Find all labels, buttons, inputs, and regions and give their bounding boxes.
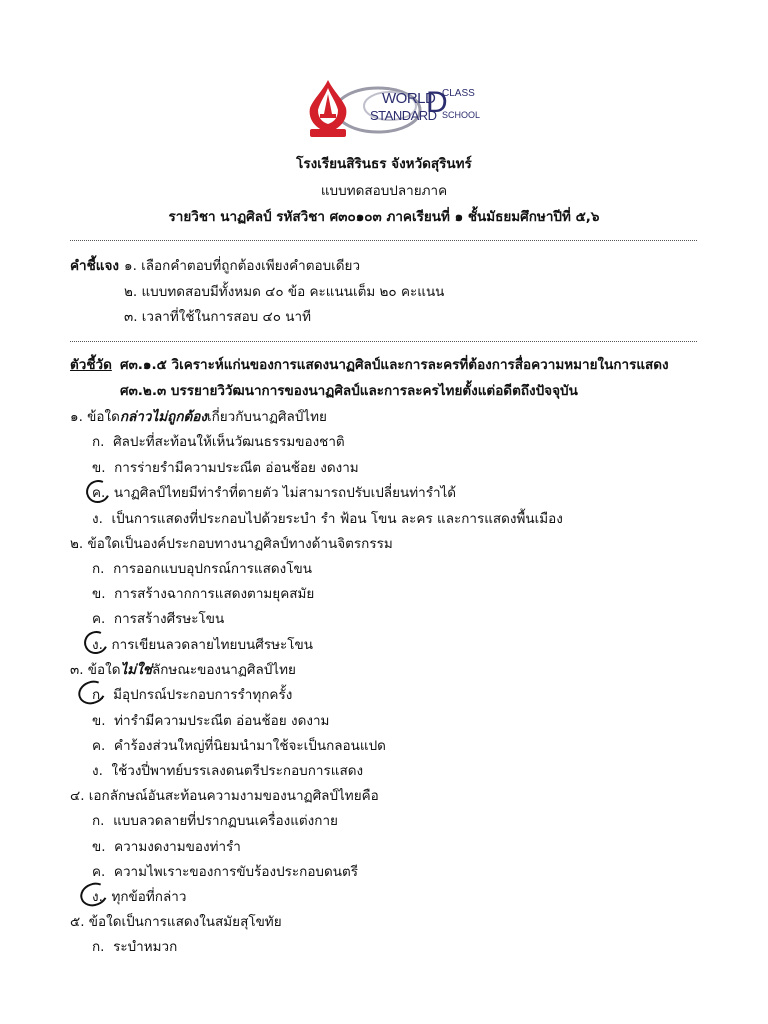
option-text: แบบลวดลายที่ปรากฏบนเครื่องแต่งกาย bbox=[113, 813, 338, 829]
option-letter: ข. bbox=[92, 713, 106, 729]
option-text: ศิลปะที่สะท้อนให้เห็นวัฒนธรรมของชาติ bbox=[113, 434, 345, 450]
school-name: โรงเรียนสิรินธร จังหวัดสุรินทร์ bbox=[296, 156, 472, 172]
logo-text-standard: STANDARD bbox=[370, 108, 437, 123]
logo-text-school: SCHOOL bbox=[442, 110, 481, 120]
indicators-label: ตัวชี้วัด bbox=[70, 357, 112, 373]
divider bbox=[70, 341, 697, 342]
logo-text-class: CLASS bbox=[442, 88, 475, 99]
option-text: ความงดงามของท่ารำ bbox=[114, 839, 241, 855]
school-logo bbox=[300, 74, 481, 144]
indicator-line: ศ๓.๒.๓ บรรยายวิวัฒนาการของนาฏศิลป์และการละครไทยตั้งแต่อดีตถึงปัจจุบัน bbox=[120, 383, 578, 399]
option-letter: ก. bbox=[92, 561, 105, 577]
option-letter: ก. bbox=[92, 434, 105, 450]
option-text: ความไพเราะของการขับร้องประกอบดนตรี bbox=[113, 864, 359, 880]
option[interactable] bbox=[92, 582, 314, 604]
option[interactable] bbox=[92, 809, 338, 831]
option-text: นาฏศิลป์ไทยมีท่ารำที่ตายตัว ไม่สามารถปรับเปลี่ยนท่ารำได้ bbox=[113, 485, 457, 501]
option-letter: ข. bbox=[92, 460, 106, 476]
question-stem bbox=[70, 405, 327, 427]
option[interactable] bbox=[92, 734, 386, 756]
option-letter: ง. bbox=[92, 637, 103, 653]
question-stem bbox=[70, 658, 296, 680]
option[interactable] bbox=[92, 481, 456, 503]
option[interactable] bbox=[92, 860, 358, 882]
option-text: ระบำหมวก bbox=[113, 939, 178, 955]
subject-line: รายวิชา นาฏศิลป์ รหัสวิชา ศ๓๐๑๐๓ ภาคเรียนที่ ๑ ชั้นมัธยมศึกษาปีที่ ๕,๖ bbox=[168, 209, 600, 225]
question-text: ๑. ข้อใด bbox=[70, 409, 120, 425]
option-letter: ข. bbox=[92, 839, 106, 855]
option-letter: ง. bbox=[92, 889, 103, 905]
option-text: ใช้วงปี่พาทย์บรรเลงดนตรีประกอบการแสดง bbox=[111, 763, 364, 779]
question-emphasis: กล่าวไม่ถูกต้อง bbox=[119, 409, 207, 425]
option[interactable] bbox=[92, 633, 313, 655]
logo-letter: D bbox=[426, 86, 448, 119]
option-text: การร่ายรำมีความประณีต อ่อนช้อย งดงาม bbox=[114, 460, 359, 476]
option[interactable] bbox=[92, 557, 312, 579]
instruction-item: ๑. เลือกคำตอบที่ถูกต้องเพียงคำตอบเดียว bbox=[124, 258, 361, 274]
logo-text-world: WORLD bbox=[382, 90, 436, 107]
question-stem: ๔. เอกลักษณ์อันสะท้อนความงามของนาฏศิลป์ไทยคือ bbox=[70, 788, 379, 804]
option-text: มีอุปกรณ์ประกอบการรำทุกครั้ง bbox=[113, 687, 293, 703]
option[interactable] bbox=[92, 430, 345, 452]
option[interactable] bbox=[92, 935, 177, 957]
option-letter: ค. bbox=[92, 738, 106, 754]
question-stem: ๕. ข้อใดเป็นการแสดงในสมัยสุโขทัย bbox=[70, 914, 282, 930]
option[interactable] bbox=[92, 456, 359, 478]
option[interactable] bbox=[92, 835, 241, 857]
question-stem: ๒. ข้อใดเป็นองค์ประกอบทางนาฏศิลป์ทางด้านจิตรกรรม bbox=[70, 536, 393, 552]
option[interactable] bbox=[92, 709, 329, 731]
instruction-item: ๒. แบบทดสอบมีทั้งหมด ๔๐ ข้อ คะแนนเต็ม ๒๐ คะแนน bbox=[124, 284, 445, 300]
option-letter: ง. bbox=[92, 511, 103, 527]
option[interactable] bbox=[92, 507, 563, 529]
option-letter: ค. bbox=[92, 485, 106, 501]
divider bbox=[70, 240, 697, 241]
instruction-item: ๓. เวลาที่ใช้ในการสอบ ๔๐ นาที bbox=[124, 309, 312, 325]
option-text: ท่ารำมีความประณีต อ่อนช้อย งดงาม bbox=[114, 713, 330, 729]
option-text: การเขียนลวดลายไทยบนศีรษะโขน bbox=[111, 637, 313, 653]
option-text: คำร้องส่วนใหญ่ที่นิยมนำมาใช้จะเป็นกลอนแปด bbox=[113, 738, 386, 754]
option-letter: ข. bbox=[92, 586, 106, 602]
option-letter: ก. bbox=[92, 813, 105, 829]
option-letter: ค. bbox=[92, 611, 106, 627]
question-text: ๓. ข้อใด bbox=[70, 662, 121, 678]
question-text: เกี่ยวกับนาฏศิลป์ไทย bbox=[206, 409, 327, 425]
option-letter: ก. bbox=[92, 687, 105, 703]
option-text: เป็นการแสดงที่ประกอบไปด้วยระบำ รำ ฟ้อน โขน ละคร และการแสดงพื้นเมือง bbox=[111, 511, 563, 527]
question-emphasis: ไม่ใช่ bbox=[120, 662, 152, 678]
option-letter: ง. bbox=[92, 763, 103, 779]
option-text: การสร้างศีรษะโขน bbox=[113, 611, 225, 627]
option-letter: ค. bbox=[92, 864, 106, 880]
exam-title: แบบทดสอบปลายภาค bbox=[320, 183, 448, 199]
option-text: การออกแบบอุปกรณ์การแสดงโขน bbox=[113, 561, 312, 577]
option[interactable] bbox=[92, 607, 224, 629]
option-letter: ก. bbox=[92, 939, 105, 955]
indicator-line: ศ๓.๑.๕ วิเคราะห์แก่นของการแสดงนาฏศิลป์และการละครที่ต้องการสื่อความหมายในการแสดง bbox=[120, 357, 669, 373]
option[interactable] bbox=[92, 683, 292, 705]
option-text: ทุกข้อที่กล่าว bbox=[111, 889, 187, 905]
option[interactable] bbox=[92, 759, 363, 781]
question-text: ลักษณะของนาฏศิลป์ไทย bbox=[151, 662, 296, 678]
instructions-label: คำชี้แจง bbox=[70, 258, 119, 274]
option-text: การสร้างฉากการแสดงตามยุคสมัย bbox=[114, 586, 315, 602]
